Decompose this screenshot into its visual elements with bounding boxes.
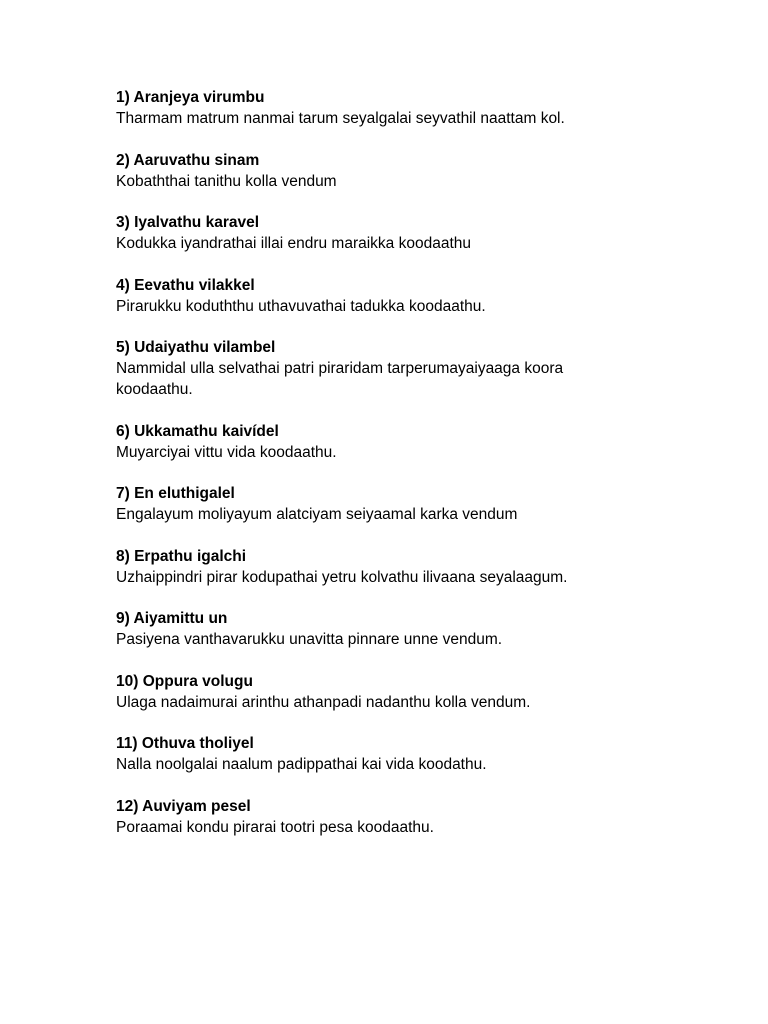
- entry-title: 4) Eevathu vilakkel: [116, 276, 255, 294]
- entry-text: Muyarciyai vittu vida koodaathu.: [116, 443, 337, 461]
- entry-text: Kodukka iyandrathai illai endru maraikka koodaathu: [116, 235, 471, 252]
- list-item: [116, 546, 716, 588]
- list-item: [116, 608, 716, 650]
- entry-text: Nammidal ulla selvathai patri piraridam tarperumayaiyaaga koora koodaathu.: [116, 360, 564, 398]
- list-item: [116, 87, 716, 129]
- list-item: [116, 483, 716, 525]
- entry-title: 9) Aiyamittu un: [116, 610, 228, 627]
- document-page: [116, 87, 716, 858]
- list-item: [116, 421, 716, 463]
- entry-text: Pasiyena vanthavarukku unavitta pinnare unne vendum.: [116, 631, 503, 648]
- entry-title: 1) Aranjeya virumbu: [116, 89, 265, 106]
- entry-title: 7) En eluthigalel: [116, 485, 235, 502]
- entry-text: Engalayum moliyayum alatciyam seiyaamal karka vendum: [116, 506, 518, 523]
- entry-text: Kobaththai tanithu kolla vendum: [116, 172, 337, 190]
- entry-title: 6) Ukkamathu kaivídel: [116, 422, 279, 440]
- entry-text: Uzhaippindri pirar kodupathai yetru kolvathu ilivaana seyalaagum.: [116, 568, 568, 586]
- list-item: [116, 796, 716, 838]
- list-item: [116, 671, 716, 713]
- entry-text: Poraamai kondu pirarai tootri pesa koodaathu.: [116, 818, 434, 836]
- entry-title: 12) Auviyam pesel: [116, 797, 251, 815]
- list-item: [116, 150, 716, 192]
- entry-title: 11) Othuva tholiyel: [116, 735, 254, 752]
- list-item: [116, 275, 716, 317]
- entry-text: Tharmam matrum nanmai tarum seyalgalai seyvathil naattam kol.: [116, 110, 565, 127]
- entry-title: 5) Udaiyathu vilambel: [116, 339, 276, 356]
- list-item: [116, 337, 716, 400]
- entry-text: Ulaga nadaimurai arinthu athanpadi nadanthu kolla vendum.: [116, 693, 531, 711]
- entry-title: 10) Oppura volugu: [116, 672, 253, 690]
- list-item: [116, 212, 716, 254]
- entry-title: 2) Aaruvathu sinam: [116, 151, 260, 169]
- entry-title: 8) Erpathu igalchi: [116, 547, 247, 565]
- list-item: [116, 733, 716, 775]
- entry-text: Nalla noolgalai naalum padippathai kai vida koodathu.: [116, 756, 487, 773]
- entry-text: Pirarukku koduththu uthavuvathai tadukka koodaathu.: [116, 297, 486, 315]
- entry-title: 3) Iyalvathu karavel: [116, 214, 260, 231]
